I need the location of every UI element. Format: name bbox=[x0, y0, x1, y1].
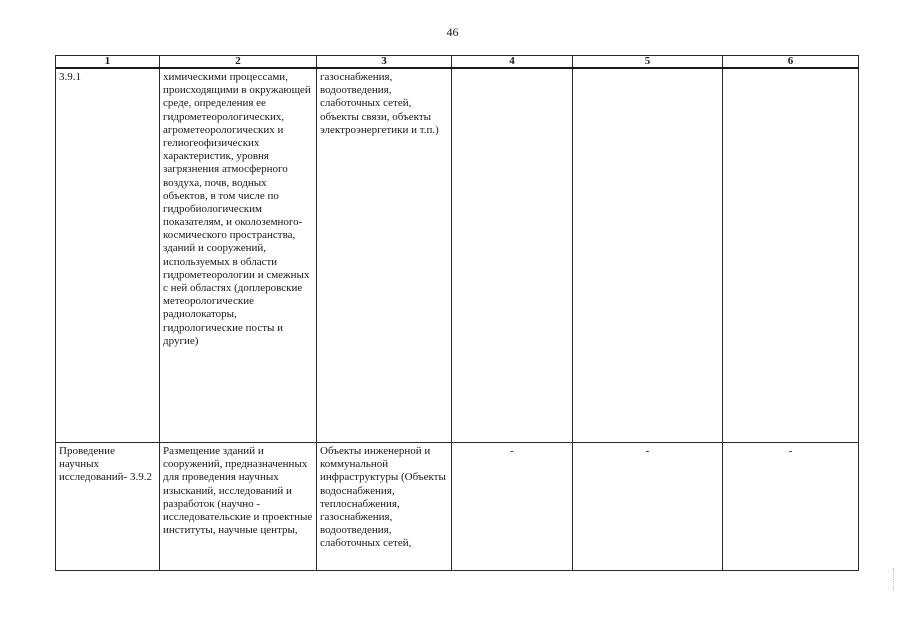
column-header: 6 bbox=[723, 56, 859, 69]
table-cell bbox=[452, 68, 573, 443]
table-cell-description: Размещение зданий и сооружений, предназначенных для проведения научных изысканий, исследований и разработок (научно - исследовательские и проектные институты, научные центры, bbox=[160, 443, 317, 571]
table-row bbox=[56, 443, 859, 571]
table-cell-code: Проведение научных исследований- 3.9.2 bbox=[56, 443, 160, 571]
table-cell: - bbox=[452, 443, 573, 571]
table-cell bbox=[723, 68, 859, 443]
table-header-row bbox=[56, 56, 859, 69]
column-header: 4 bbox=[452, 56, 573, 69]
table-cell: - bbox=[723, 443, 859, 571]
column-header: 3 bbox=[317, 56, 452, 69]
table-cell: - bbox=[573, 443, 723, 571]
table-cell-code: 3.9.1 bbox=[56, 68, 160, 443]
table-cell-objects: Объекты инженерной и коммунальной инфраструктуры (Объекты водоснабжения, теплоснабжения, газоснабжения, водоотведения, слаботочных сетей, bbox=[317, 443, 452, 571]
scan-margin-mark bbox=[893, 568, 897, 590]
column-header: 1 bbox=[56, 56, 160, 69]
table-cell-objects: газоснабжения, водоотведения, слаботочных сетей, объекты связи, объекты электроэнергетики и т.п.) bbox=[317, 68, 452, 443]
page-number: 46 bbox=[446, 25, 459, 39]
table-cell bbox=[573, 68, 723, 443]
column-header: 2 bbox=[160, 56, 317, 69]
land-use-table bbox=[55, 55, 859, 571]
table-row bbox=[56, 68, 859, 443]
table-cell-description: химическими процессами, происходящими в окружающей среде, определения ее гидрометеорологических, агрометеорологических и гелиогеофизических характеристик, уровня загрязнения атмосферного воздуха, почв, водных объектов, в том числе по гидробиологическим показателям, и околоземного-космического пространства, зданий и сооружений, используемых в области гидрометеорологии и смежных с ней областях (доплеровские метеорологические радиолокаторы, гидрологические посты и другие) bbox=[160, 68, 317, 443]
column-header: 5 bbox=[573, 56, 723, 69]
